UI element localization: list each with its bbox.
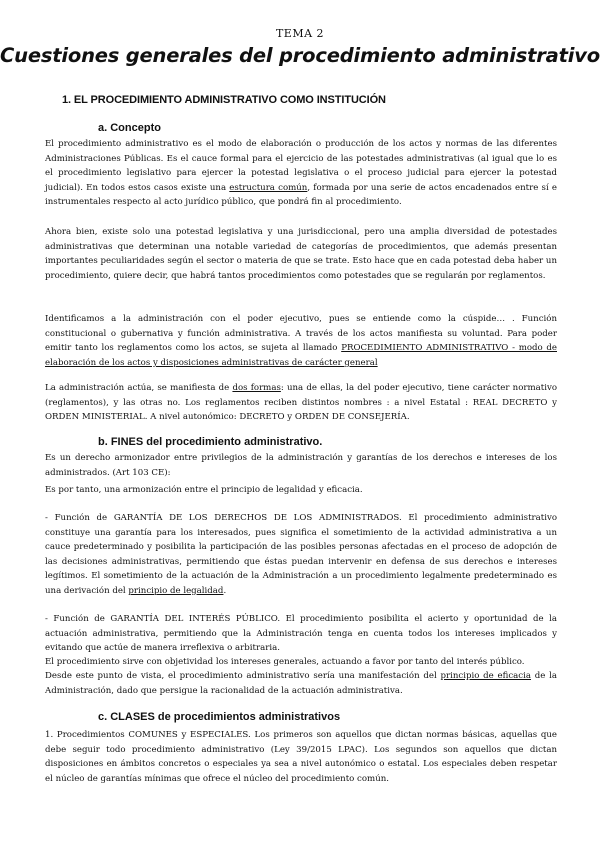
subheading-concepto: a. Concepto [98,122,161,134]
concepto-p2-text: Ahora bien, existe solo una potestad legislativa y una jurisdiccional, pero una amplia diversidad de potestades administrativas que determinan una notable variedad de categorías de procedimientos, que además presentan importantes peculiaridades según el sector o materia de que se trate. Esto hace que en cada potestad deba haber un procedimiento, quiere decir, que habrá tantos procedimientos como potestades que se regularán por reglamentos. [45,227,557,281]
concepto-paragraph-2 [45,225,557,283]
fines-p3-text-b: . [223,585,227,596]
concepto-p4-text-b: : una de ellas, la del poder ejecutivo, tiene carácter normativo (reglamentos), y las otras no. Los reglamentos reciben distintos nombres : a nivel Estatal : REAL DECRETO y ORDEN MINISTERIAL. A nivel autonómico: DECRETO y ORDEN DE CONSEJERÍA. [45,383,557,422]
fines-p6-underline: principio de eficacia [440,671,531,681]
document-title: Cuestiones generales del procedimiento administrativo [0,44,600,67]
fines-paragraph-1 [45,451,557,480]
concepto-paragraph-4 [45,381,557,425]
concepto-p1-underline: estructura común [229,182,308,193]
fines-paragraph-4 [45,612,557,656]
subheading-fines: b. FINES del procedimiento administrativo. [98,436,323,448]
concepto-p1-text-b: , formada por una serie de actos encadenados entre sí e instrumentales respecto al acto jurídico público, que pondrá fin al procedimiento. [45,182,557,207]
clases-p1-text: 1. Procedimientos COMUNES y ESPECIALES. Los primeros son aquellos que dictan normas básicas, aquellas que debe seguir todo procedimiento administrativo (Ley 39/2015 LPAC). Los segundos son aquellos que dictan disposiciones en ámbitos concretos o especiales ya sea a nivel autonómico o estatal. Los especiales deben respetar el núcleo de garantías mínimas que ofrece el núcleo del procedimiento común. [45,730,557,784]
fines-paragraph-6 [45,669,557,698]
concepto-paragraph-3 [45,312,557,370]
concepto-p3-text: Identificamos a la administración con el poder ejecutivo, pues se entiende como la cúspide… . Función constitucional o gubernativa y función administrativa. A través de los actos manifiesta su voluntad. Para poder emitir tanto los reglamentos como los actos, se sujeta al llamado [45,314,557,353]
concepto-p4-underline: dos formas [232,383,281,393]
fines-p6-text-b: de la Administración, dado que persigue la racionalidad de la actuación administrativa. [45,671,557,696]
fines-p4-text: - Función de GARANTÍA DEL INTERÉS PÚBLICO. El procedimiento posibilita el acierto y oportunidad de la actuación administrativa, permitiendo que la Administración tenga en cuenta todos los intereses implicados y evitando que actúe de manera irreflexiva o arbitraria. [45,614,557,653]
concepto-p4-text-a: La administración actúa, se manifiesta de [45,383,233,393]
fines-paragraph-3 [45,511,557,598]
fines-p1-text: Es un derecho armonizador entre privilegios de la administración y garantías de los derechos e intereses de los administrados. (Art 103 CE): [45,453,557,478]
clases-paragraph-1 [45,728,557,786]
fines-paragraph-5 [45,655,557,670]
fines-p6-text-a: Desde este punto de vista, el procedimiento administrativo sería una manifestación del [45,671,441,681]
subheading-clases: c. CLASES de procedimientos administrativos [98,711,341,723]
fines-p3-text-a: - Función de GARANTÍA DE LOS DERECHOS DE LOS ADMINISTRADOS. El procedimiento administrativo constituye una garantía para los interesados, pues significa el sometimiento de la actividad administrativa a un cauce predeterminado y posibilita la participación de las posibles personas afectadas en el proceso de adopción de las decisiones administrativas, permitiendo que éstas puedan intervenir en defensa de sus derechos e intereses legítimos. El sometimiento de la actuación de la Administración a un procedimiento legalmente predeterminado es una derivación del [45,513,557,596]
fines-p3-underline: principio de legalidad [128,585,224,596]
tema-label: TEMA 2 [275,27,325,40]
concepto-p1-text-a: El procedimiento administrativo es el modo de elaboración o producción de los actos y normas de las diferentes Administraciones Públicas. Es el cauce formal para el ejercicio de las potestades administrativas (al igual que lo es el procedimiento legislativo para ejercer la potestad legislativa o el proceso judicial para ejercer la potestad judicial). En todos estos casos existe una [45,139,557,193]
concepto-p3-underline: PROCEDIMIENTO ADMINISTRATIVO - modo de elaboración de los actos y disposiciones administrativas de carácter general [45,343,557,368]
section-heading-procedimiento: 1. EL PROCEDIMIENTO ADMINISTRATIVO COMO INSTITUCIÓN [62,94,386,106]
fines-p2-text: Es por tanto, una armonización entre el principio de legalidad y eficacia. [45,485,363,495]
fines-p5-text: El procedimiento sirve con objetividad los intereses generales, actuando a favor por tanto del interés público. [45,657,525,667]
concepto-paragraph-1 [45,137,557,210]
fines-paragraph-2 [45,483,557,498]
